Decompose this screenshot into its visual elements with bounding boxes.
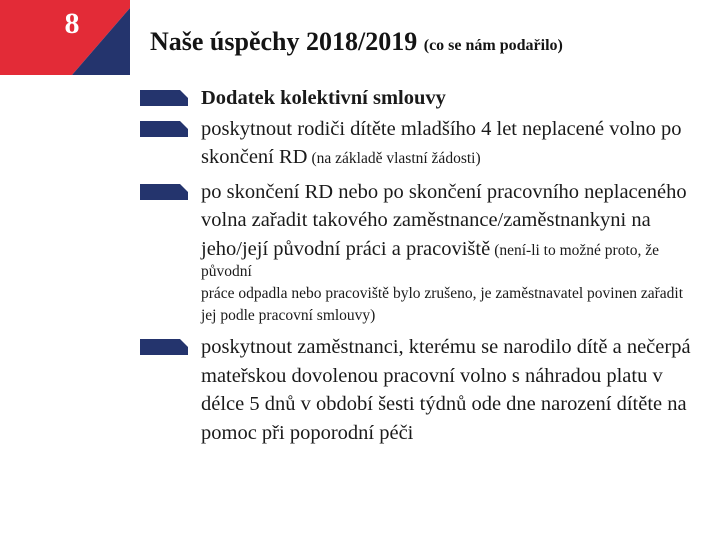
bullet-item-paternity-leave <box>140 333 700 447</box>
bullet-marker-icon <box>140 121 188 137</box>
bullet-text: poskytnout zaměstnanci, kterému se narodilo dítě a nečerpá mateřskou dovolenou pracovní volno s náhradou platu v délce 5 dnů v období šesti týdnů ode dne narození dítěte na pomoc při poporodní péči <box>201 336 691 444</box>
bullet-item-unpaid-leave <box>140 115 700 172</box>
bullet-marker-icon <box>140 339 188 355</box>
bullet-text: po skončení RD nebo po skončení pracovního neplaceného volna zařadit takového zaměstnance/zaměstnankyni na jeho/její původní práci a pracoviště <box>201 180 687 260</box>
bullet-marker-icon <box>140 184 188 200</box>
slide-number: 8 <box>64 7 80 40</box>
bullet-note-continued: práce odpadla nebo pracoviště bylo zrušeno, je zaměstnavatel povinen zařadit jej podle pracovní smlouvy) <box>201 285 684 324</box>
bullet-note: (není-li to možné proto, že původní <box>201 241 660 280</box>
title-main: Naše úspěchy 2018/2019 <box>150 27 418 56</box>
bullet-item-agreement <box>140 84 700 113</box>
bullet-note: (na základě vlastní žádosti) <box>311 150 481 167</box>
bullet-text: poskytnout rodiči dítěte mladšího 4 let neplacené volno po skončení RD <box>201 117 682 168</box>
bullet-text: Dodatek kolektivní smlouvy <box>201 87 446 109</box>
page-title <box>150 26 563 62</box>
bullet-item-return-to-work <box>140 178 700 328</box>
title-subtitle: (co se nám podařilo) <box>423 37 563 54</box>
bullet-list <box>140 84 700 449</box>
bullet-marker-icon <box>140 90 188 106</box>
